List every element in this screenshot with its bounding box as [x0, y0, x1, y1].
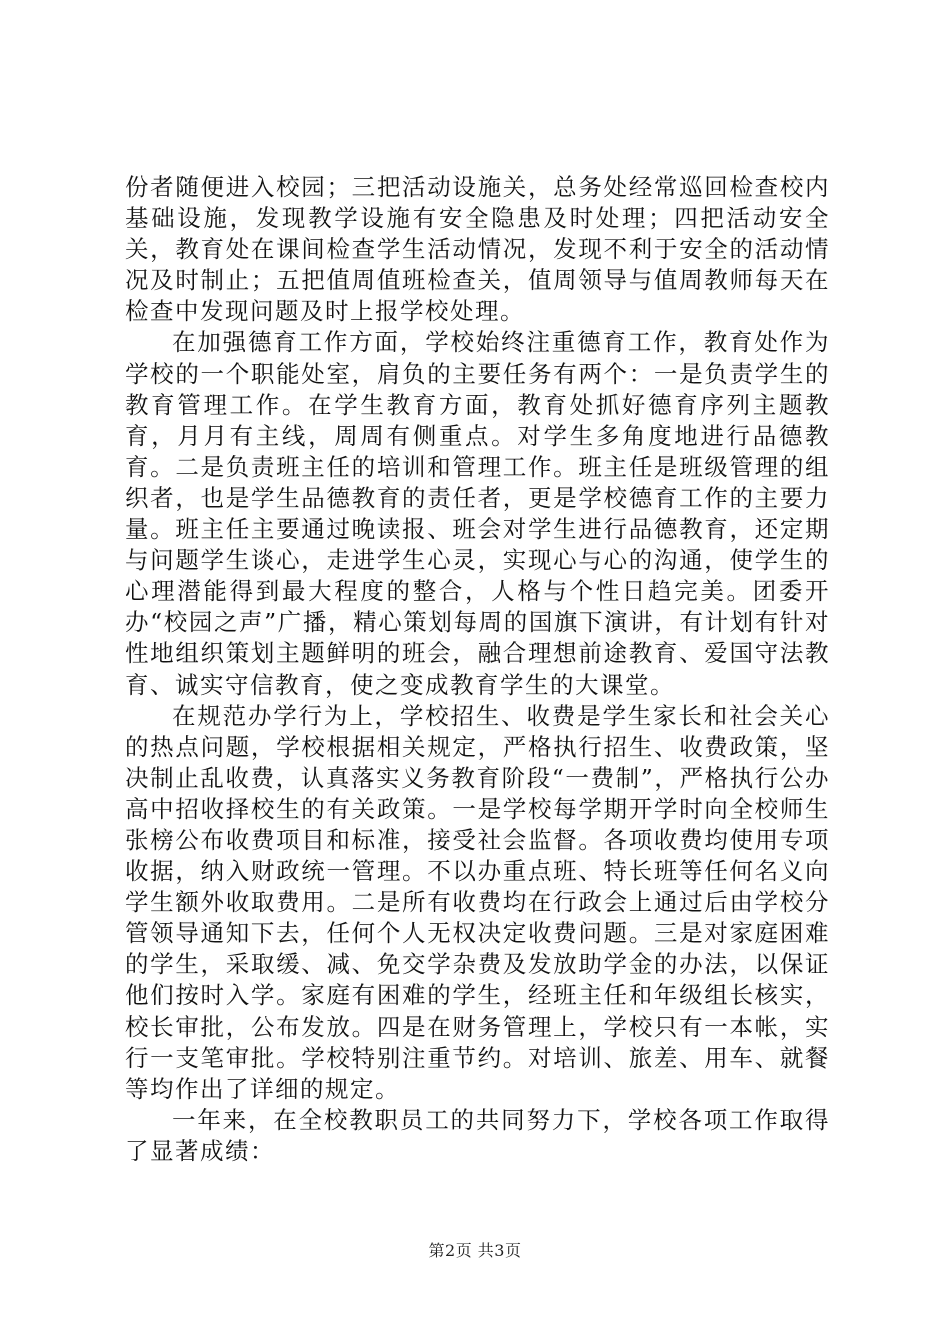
- document-body: [125, 172, 830, 1167]
- paragraph-2: 在加强德育工作方面，学校始终注重德育工作，教育处作为学校的一个职能处室，肩负的主要任务有两个：一是负责学生的教育管理工作。在学生教育方面，教育处抓好德育序列主题教育，月月有主线，周周有侧重点。对学生多角度地进行品德教育。二是负责班主任的培训和管理工作。班主任是班级管理的组织者，也是学生品德教育的责任者，更是学校德育工作的主要力量。班主任主要通过晚读报、班会对学生进行品德教育，还定期与问题学生谈心，走进学生心灵，实现心与心的沟通，使学生的心理潜能得到最大程度的整合，人格与个性日趋完美。团委开办“校园之声”广播，精心策划每周的国旗下演讲，有计划有针对性地组织策划主题鲜明的班会，融合理想前途教育、爱国守法教育、诚实守信教育，使之变成教育学生的大课堂。: [125, 328, 830, 699]
- page-footer: 第2页 共3页: [428, 1241, 522, 1260]
- paragraph-1: 份者随便进入校园；三把活动设施关，总务处经常巡回检查校内基础设施，发现教学设施有安全隐患及时处理；四把活动安全关，教育处在课间检查学生活动情况，发现不利于安全的活动情况及时制止；五把值周值班检查关，值周领导与值周教师每天在检查中发现问题及时上报学校处理。: [125, 173, 830, 326]
- paragraph-4: 一年来，在全校教职员工的共同努力下，学校各项工作取得了显著成绩：: [125, 1105, 830, 1165]
- paragraph-3: 在规范办学行为上，学校招生、收费是学生家长和社会关心的热点问题，学校根据相关规定，严格执行招生、收费政策，坚决制止乱收费，认真落实义务教育阶段“一费制”，严格执行公办高中招收择校生的有关政策。一是学校每学期开学时向全校师生张榜公布收费项目和标准，接受社会监督。各项收费均使用专项收据，纳入财政统一管理。不以办重点班、特长班等任何名义向学生额外收取费用。二是所有收费均在行政会上通过后由学校分管领导通知下去，任何个人无权决定收费问题。三是对家庭困难的学生，采取缓、减、免交学杂费及发放助学金的办法，以保证他们按时入学。家庭有困难的学生，经班主任和年级组长核实，校长审批，公布发放。四是在财务管理上，学校只有一本帐，实行一支笔审批。学校特别注重节约。对培训、旅差、用车、就餐等均作出了详细的规定。: [125, 701, 830, 1103]
